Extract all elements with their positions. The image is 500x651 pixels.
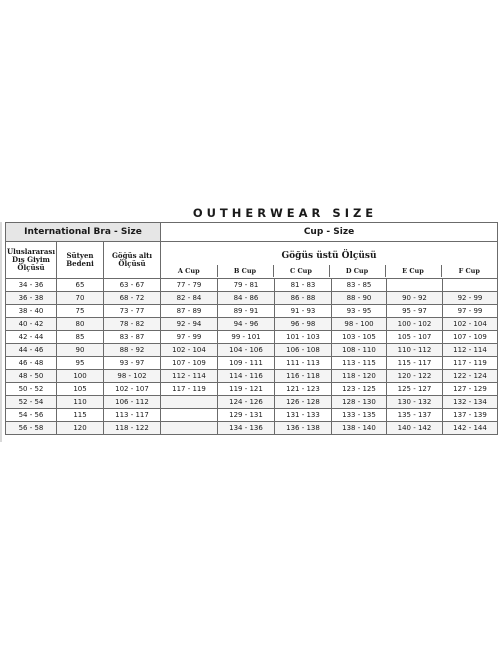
cup-d-cell: 113 - 115	[332, 357, 387, 370]
cup-c-cell: 116 - 118	[275, 370, 332, 383]
cup-e-cell: 95 - 97	[387, 305, 443, 318]
cup-b-cell: 114 - 116	[218, 370, 275, 383]
cup-b-cell: 89 - 91	[218, 305, 275, 318]
cup-b-cell: 109 - 111	[218, 357, 275, 370]
bra-size-cell: 80	[57, 318, 104, 331]
outer-size-cell: 52 - 54	[6, 396, 57, 409]
bra-size-cell: 90	[57, 344, 104, 357]
cup-d-cell: 138 - 140	[332, 422, 387, 435]
cup-a-cell: 107 - 109	[161, 357, 218, 370]
bra-size-cell: 100	[57, 370, 104, 383]
table-row	[6, 370, 498, 383]
cup-b-cell: 79 - 81	[218, 279, 275, 292]
underbust-header: Göğüs altı Ölçüsü	[104, 242, 161, 279]
table-row	[6, 396, 498, 409]
table-row	[6, 357, 498, 370]
international-bra-size-header: International Bra - Size	[6, 223, 161, 242]
underbust-cell: 68 - 72	[104, 292, 161, 305]
cup-c-cell: 111 - 113	[275, 357, 332, 370]
outer-size-header: Uluslararası Dış Giyim Ölçüsü	[6, 242, 57, 279]
bra-size-cell: 70	[57, 292, 104, 305]
table-row	[6, 331, 498, 344]
bra-size-cell: 120	[57, 422, 104, 435]
cup-f-cell: 102 - 104	[443, 318, 498, 331]
outer-size-cell: 34 - 36	[6, 279, 57, 292]
table-row	[6, 279, 498, 292]
cup-f-cell: 117 - 119	[443, 357, 498, 370]
cup-c-cell: 131 - 133	[275, 409, 332, 422]
underbust-cell: 73 - 77	[104, 305, 161, 318]
cup-f-cell: 122 - 124	[443, 370, 498, 383]
cup-c-cell: 91 - 93	[275, 305, 332, 318]
underbust-cell: 78 - 82	[104, 318, 161, 331]
cup-b-cell: 99 - 101	[218, 331, 275, 344]
cup-e-cell: 115 - 117	[387, 357, 443, 370]
cup-e-cell: 100 - 102	[387, 318, 443, 331]
table-row	[6, 292, 498, 305]
cup-b-cell: 124 - 126	[218, 396, 275, 409]
cup-d-cell: 108 - 110	[332, 344, 387, 357]
cup-b-cell: 94 - 96	[218, 318, 275, 331]
bra-size-cell: 115	[57, 409, 104, 422]
cup-b-cell: 119 - 121	[218, 383, 275, 396]
bust-title: Göğüs üstü Ölçüsü	[281, 251, 377, 261]
size-table	[5, 222, 498, 435]
cup-a-cell: 117 - 119	[161, 383, 218, 396]
cup-f-cell: 127 - 129	[443, 383, 498, 396]
outer-size-cell: 44 - 46	[6, 344, 57, 357]
cup-f-cell: 132 - 134	[443, 396, 498, 409]
bra-size-cell: 65	[57, 279, 104, 292]
outer-size-cell: 42 - 44	[6, 331, 57, 344]
cup-e-cell: 140 - 142	[387, 422, 443, 435]
table-row	[6, 344, 498, 357]
underbust-cell: 98 - 102	[104, 370, 161, 383]
cup-a-cell	[161, 409, 218, 422]
cup-f-cell: 112 - 114	[443, 344, 498, 357]
outer-size-cell: 36 - 38	[6, 292, 57, 305]
cup-e-header: E Cup	[385, 265, 441, 277]
group-header-row	[6, 223, 498, 242]
outer-size-cell: 54 - 56	[6, 409, 57, 422]
cup-d-cell: 123 - 125	[332, 383, 387, 396]
table-body	[6, 279, 498, 435]
cup-a-cell: 77 - 79	[161, 279, 218, 292]
table-row	[6, 383, 498, 396]
left-edge-strip	[0, 222, 2, 442]
cup-a-cell	[161, 396, 218, 409]
cup-b-header: B Cup	[217, 265, 273, 277]
cup-f-cell: 92 - 99	[443, 292, 498, 305]
cup-a-cell: 112 - 114	[161, 370, 218, 383]
cup-size-header: Cup - Size	[161, 223, 498, 242]
outer-size-cell: 38 - 40	[6, 305, 57, 318]
cup-c-header: C Cup	[273, 265, 329, 277]
cup-a-cell: 97 - 99	[161, 331, 218, 344]
cup-d-header: D Cup	[329, 265, 385, 277]
cup-d-cell: 83 - 85	[332, 279, 387, 292]
cup-c-cell: 81 - 83	[275, 279, 332, 292]
cup-e-cell: 105 - 107	[387, 331, 443, 344]
bra-size-cell: 105	[57, 383, 104, 396]
table-row	[6, 318, 498, 331]
cup-a-cell: 82 - 84	[161, 292, 218, 305]
cup-a-cell: 92 - 94	[161, 318, 218, 331]
cup-e-cell: 90 - 92	[387, 292, 443, 305]
bust-header	[161, 242, 498, 279]
table-row	[6, 422, 498, 435]
underbust-cell: 113 - 117	[104, 409, 161, 422]
cup-e-cell	[387, 279, 443, 292]
outer-size-cell: 50 - 52	[6, 383, 57, 396]
underbust-cell: 106 - 112	[104, 396, 161, 409]
cup-a-cell: 87 - 89	[161, 305, 218, 318]
cup-d-cell: 118 - 120	[332, 370, 387, 383]
cup-d-cell: 128 - 130	[332, 396, 387, 409]
cup-c-cell: 86 - 88	[275, 292, 332, 305]
underbust-cell: 93 - 97	[104, 357, 161, 370]
outer-size-cell: 40 - 42	[6, 318, 57, 331]
bra-size-header: Sütyen Bedeni	[57, 242, 104, 279]
cup-e-cell: 110 - 112	[387, 344, 443, 357]
cup-d-cell: 98 - 100	[332, 318, 387, 331]
cup-d-cell: 93 - 95	[332, 305, 387, 318]
column-header-row	[6, 242, 498, 279]
cup-c-cell: 106 - 108	[275, 344, 332, 357]
underbust-cell: 118 - 122	[104, 422, 161, 435]
cup-c-cell: 126 - 128	[275, 396, 332, 409]
page-title: OUTHERWEAR SIZE	[192, 206, 378, 220]
outer-size-cell: 56 - 58	[6, 422, 57, 435]
cup-a-header: A Cup	[161, 265, 217, 277]
cup-e-cell: 125 - 127	[387, 383, 443, 396]
outer-size-cell: 48 - 50	[6, 370, 57, 383]
underbust-cell: 63 - 67	[104, 279, 161, 292]
bra-size-cell: 110	[57, 396, 104, 409]
underbust-cell: 102 - 107	[104, 383, 161, 396]
cup-f-header: F Cup	[458, 267, 480, 275]
cup-e-cell: 135 - 137	[387, 409, 443, 422]
cup-d-cell: 133 - 135	[332, 409, 387, 422]
cup-header-grid	[161, 265, 497, 277]
table-row	[6, 409, 498, 422]
cup-c-cell: 121 - 123	[275, 383, 332, 396]
cup-e-cell: 120 - 122	[387, 370, 443, 383]
cup-a-cell: 102 - 104	[161, 344, 218, 357]
table-row	[6, 305, 498, 318]
cup-c-cell: 136 - 138	[275, 422, 332, 435]
bra-size-cell: 85	[57, 331, 104, 344]
underbust-cell: 88 - 92	[104, 344, 161, 357]
cup-c-cell: 96 - 98	[275, 318, 332, 331]
outer-size-cell: 46 - 48	[6, 357, 57, 370]
cup-a-cell	[161, 422, 218, 435]
cup-d-cell: 88 - 90	[332, 292, 387, 305]
cup-b-cell: 134 - 136	[218, 422, 275, 435]
cup-f-cell: 142 - 144	[443, 422, 498, 435]
cup-b-cell: 104 - 106	[218, 344, 275, 357]
underbust-cell: 83 - 87	[104, 331, 161, 344]
cup-e-cell: 130 - 132	[387, 396, 443, 409]
cup-c-cell: 101 - 103	[275, 331, 332, 344]
cup-f-cell	[443, 279, 498, 292]
bra-size-cell: 75	[57, 305, 104, 318]
cup-b-cell: 129 - 131	[218, 409, 275, 422]
cup-f-cell: 97 - 99	[443, 305, 498, 318]
cup-f-cell: 137 - 139	[443, 409, 498, 422]
cup-b-cell: 84 - 86	[218, 292, 275, 305]
bra-size-cell: 95	[57, 357, 104, 370]
cup-f-cell: 107 - 109	[443, 331, 498, 344]
cup-d-cell: 103 - 105	[332, 331, 387, 344]
